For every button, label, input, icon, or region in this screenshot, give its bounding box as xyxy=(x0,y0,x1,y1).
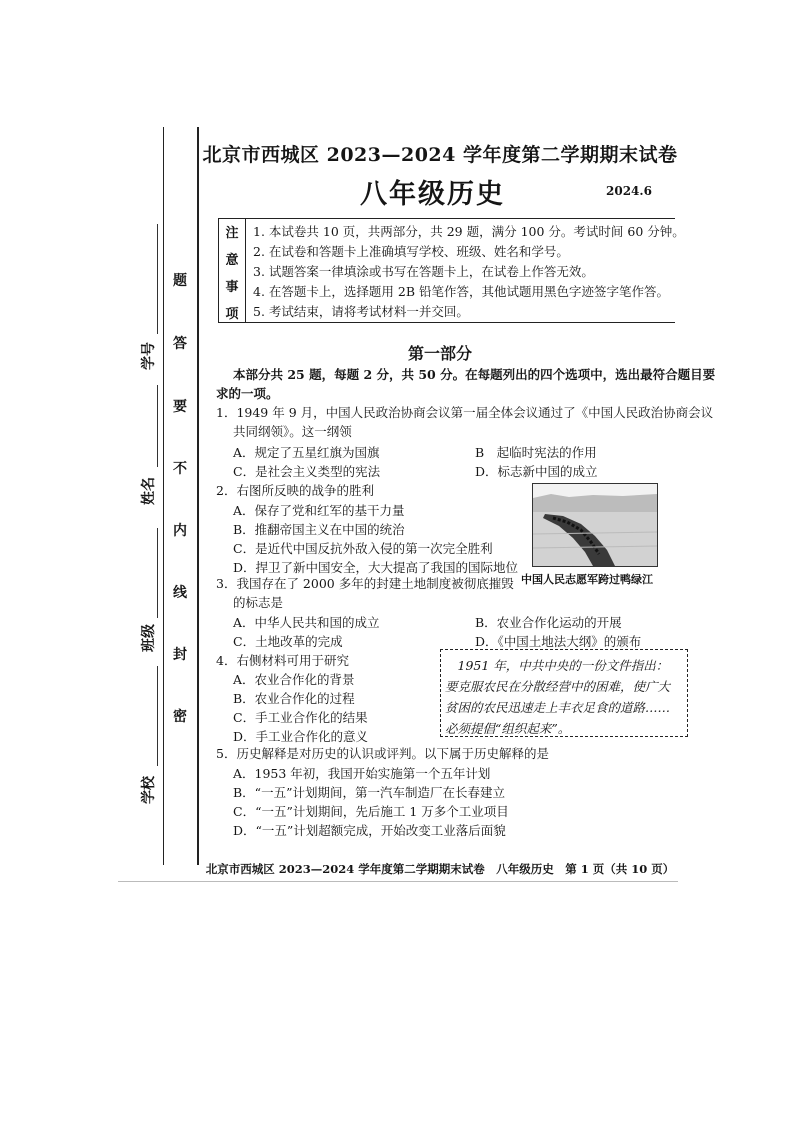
binding-char: 封 xyxy=(173,647,187,663)
notice-heading-char: 事 xyxy=(225,280,239,295)
source-material-text xyxy=(445,655,670,739)
notice-item: 1. 本试卷共 10 页，共两部分，共 29 题，满分 100 分。考试时间 60 分钟。 xyxy=(253,224,685,239)
question-5-stem: 5．历史解释是对历史的认识或评判。以下属于历史解释的是 xyxy=(216,746,549,761)
question-2-option-b[interactable]: B．推翻帝国主义在中国的统治 xyxy=(233,522,405,537)
class-line[interactable] xyxy=(157,528,158,618)
exam-title: 北京市西城区 2023—2024 学年度第二学期期末试卷 xyxy=(202,144,678,166)
question-1-option-a[interactable]: A．规定了五星红旗为国旗 xyxy=(233,445,380,460)
question-3-stem: 的标志是 xyxy=(233,595,284,610)
binding-char: 答 xyxy=(173,336,187,352)
exam-date: 2024.6 xyxy=(606,184,652,198)
name-label: 姓名 xyxy=(141,477,157,505)
question-2-stem: 2．右图所反映的战争的胜利 xyxy=(216,483,374,498)
notice-item: 5. 考试结束，请将考试材料一并交回。 xyxy=(253,304,469,319)
part-intro: 求的一项。 xyxy=(216,386,279,401)
question-5-option-a[interactable]: A．1953 年初，我国开始实施第一个五年计划 xyxy=(233,766,491,781)
notice-heading xyxy=(219,219,246,322)
binding-char: 内 xyxy=(173,523,187,539)
school-line[interactable] xyxy=(157,666,158,766)
notice-heading-char: 项 xyxy=(225,307,239,322)
subject-title: 八年级历史 xyxy=(360,179,505,210)
notice-item: 4. 在答题卡上，选择题用 2B 铅笔作答，其他试题用黑色字迹签字笔作答。 xyxy=(253,284,669,299)
student-id-label: 学号 xyxy=(141,342,157,370)
question-4-option-b[interactable]: B．农业合作化的过程 xyxy=(233,691,355,706)
image-caption: 中国人民志愿军跨过鸭绿江 xyxy=(521,573,653,586)
class-label: 班级 xyxy=(141,624,157,652)
binding-char: 密 xyxy=(173,709,187,725)
question-4-stem: 4．右侧材料可用于研究 xyxy=(216,653,349,668)
question-4-option-a[interactable]: A．农业合作化的背景 xyxy=(233,672,355,687)
notice-item: 2. 在试卷和答题卡上准确填写学校、班级、姓名和学号。 xyxy=(253,244,569,259)
binding-line-inner xyxy=(197,127,199,865)
binding-char: 题 xyxy=(173,273,187,289)
question-1-stem: 1．1949 年 9 月，中国人民政治协商会议第一届全体会议通过了《中国人民政治协商会议 xyxy=(216,405,714,420)
question-1-option-b[interactable]: B 起临时宪法的作用 xyxy=(475,445,597,460)
source-material-box xyxy=(440,649,688,737)
notice-list xyxy=(253,222,685,322)
notice-heading-char: 意 xyxy=(225,253,239,268)
material-line: 贫困的农民迅速走上丰衣足食的道路…… xyxy=(445,700,671,715)
question-4-option-c[interactable]: C．手工业合作化的结果 xyxy=(233,710,368,725)
notice-box xyxy=(218,218,685,323)
binding-char: 要 xyxy=(173,399,187,415)
question-2-option-a[interactable]: A．保存了党和红军的基干力量 xyxy=(233,503,405,518)
notice-item: 3. 试题答案一律填涂或书写在答题卡上，在试卷上作答无效。 xyxy=(253,264,594,279)
part-title: 第一部分 xyxy=(407,344,472,363)
question-5-option-c[interactable]: C．“一五”计划期间，先后施工 1 万多个工业项目 xyxy=(233,804,509,819)
school-label: 学校 xyxy=(141,776,157,804)
question-2-option-d[interactable]: D．捍卫了新中国安全，大大提高了我国的国际地位 xyxy=(233,560,519,575)
question-1-stem: 共同纲领》。这一纲领 xyxy=(233,424,352,439)
question-3-option-b[interactable]: B．农业合作化运动的开展 xyxy=(475,615,622,630)
material-line: 要克服农民在分散经营中的困难，使广大 xyxy=(445,679,671,694)
question-3-option-d[interactable]: D．《中国土地法大纲》的颁布 xyxy=(475,634,642,649)
crossing-illustration xyxy=(533,484,657,566)
question-1-option-d[interactable]: D．标志新中国的成立 xyxy=(475,464,598,479)
question-3-option-c[interactable]: C．土地改革的完成 xyxy=(233,634,343,649)
part-intro: 本部分共 25 题，每题 2 分，共 50 分。在每题列出的四个选项中，选出最符合题目要 xyxy=(233,367,716,382)
question-3-option-a[interactable]: A．中华人民共和国的成立 xyxy=(233,615,380,630)
student-id-line[interactable] xyxy=(157,224,158,334)
material-line: 必须提倡“组织起来”。 xyxy=(445,721,571,736)
name-line[interactable] xyxy=(157,385,158,467)
question-3-stem: 3．我国存在了 2000 多年的封建土地制度被彻底摧毁 xyxy=(216,576,514,591)
page-bottom-rule xyxy=(118,881,678,882)
notice-heading-char: 注 xyxy=(225,226,239,241)
question-5-option-b[interactable]: B．“一五”计划期间，第一汽车制造厂在长春建立 xyxy=(233,785,505,800)
question-4-option-d[interactable]: D．手工业合作化的意义 xyxy=(233,729,369,744)
binding-char: 线 xyxy=(173,585,187,601)
volunteer-army-crossing-image xyxy=(532,483,658,567)
question-5-option-d[interactable]: D．“一五”计划超额完成，开始改变工业落后面貌 xyxy=(233,823,506,838)
page-footer: 北京市西城区 2023—2024 学年度第二学期期末试卷 八年级历史 第 1 页（共 10 页） xyxy=(205,862,675,876)
material-line: 1951 年，中共中央的一份文件指出： xyxy=(445,658,669,673)
question-2-option-c[interactable]: C．是近代中国反抗外敌入侵的第一次完全胜利 xyxy=(233,541,493,556)
binding-line-outer xyxy=(163,127,164,865)
binding-char: 不 xyxy=(173,461,187,477)
question-1-option-c[interactable]: C．是社会主义类型的宪法 xyxy=(233,464,381,479)
